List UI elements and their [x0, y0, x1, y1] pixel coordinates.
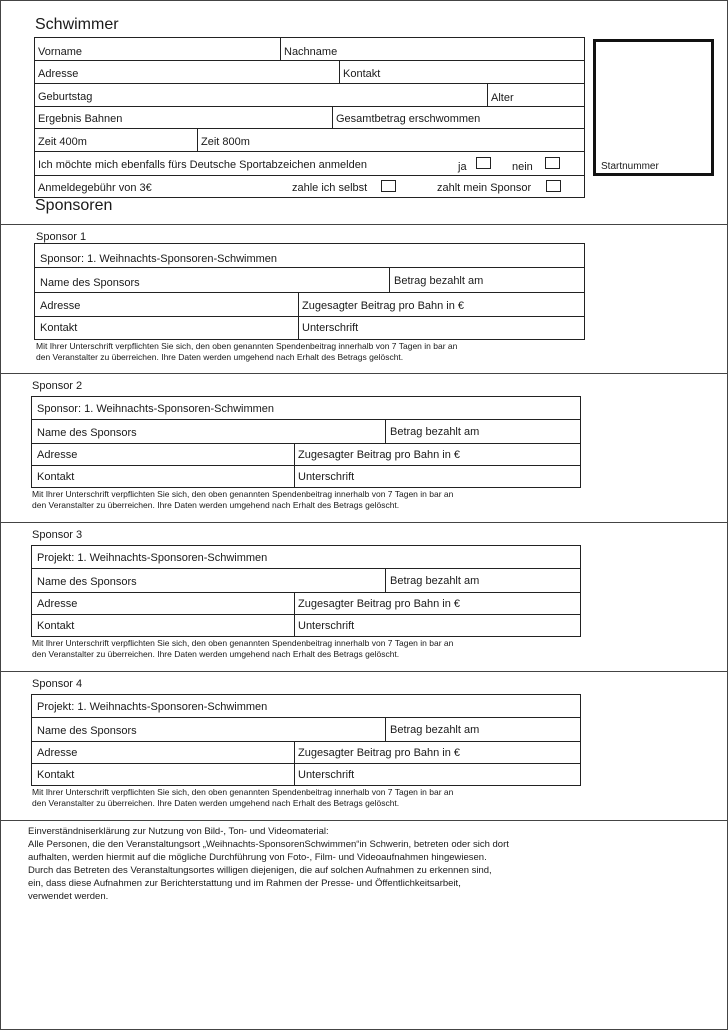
pledge-per-lane-field[interactable]: Zugesagter Beitrag pro Bahn in € [298, 449, 461, 461]
sponsor-project: Projekt: 1. Weihnachts-Sponsoren-Schwimmen [37, 552, 268, 564]
signature-field[interactable]: Unterschrift [298, 620, 355, 632]
sponsor-disclaimer: Mit Ihrer Unterschrift verpflichten Sie sich, den oben genannten Spendenbeitrag innerhalb von 7 Tagen in bar an den Veranstalter zu überreichen. Ihre Daten werden umgehend nach Erhalt des Betrags gelöscht. [32, 638, 454, 659]
sponsor-section [0, 224, 728, 373]
sponsor-name-field[interactable]: Name des Sponsors [40, 277, 140, 289]
sponsor-address-field[interactable]: Adresse [40, 300, 81, 312]
sponsor-disclaimer: Mit Ihrer Unterschrift verpflichten Sie sich, den oben genannten Spendenbeitrag innerhalb von 7 Tagen in bar an den Veranstalter zu überreichen. Ihre Daten werden umgehend nach Erhalt des Betrags gelöscht. [36, 341, 458, 362]
consent-text: Einverständniserklärung zur Nutzung von Bild-, Ton- und Videomaterial: Alle Personen, die den Veranstaltungsort „Weihnachts-SponsorenSchwimmen“in Schwerin, betreten oder sich dort aufhalten, werden hiermit auf die mögliche Durchführung von Foto-, Film- und Videoaufnahmen hingewiesen. Durch das Betreten des Veranstaltungsortes willigen diejenigen, die auf solchen Aufnahmen zu erkennen sind, ein, dass diese Aufnahmen zur Berichterstattung und im Rahmen der Presse- und Öffentlichkeitsarbeit, verwendet werden. [28, 825, 588, 903]
sport-badge-label: Ich möchte mich ebenfalls fürs Deutsche Sportabzeichen anmelden [38, 159, 367, 171]
swimmer-form [34, 37, 585, 198]
first-name-field[interactable]: Vorname [38, 46, 83, 58]
registration-fee-label: Anmeldegebühr von 3€ [38, 182, 152, 194]
sponsor-contact-field[interactable]: Kontakt [37, 620, 75, 632]
sponsors-heading: Sponsoren [35, 197, 113, 214]
sponsor-address-field[interactable]: Adresse [37, 747, 78, 759]
start-number-box[interactable] [593, 39, 714, 176]
pledge-per-lane-field[interactable]: Zugesagter Beitrag pro Bahn in € [298, 747, 461, 759]
sponsor-section [0, 522, 728, 671]
sponsor-title: Sponsor 4 [32, 678, 83, 690]
time-800m-field[interactable]: Zeit 800m [201, 136, 250, 148]
sponsor-project: Sponsor: 1. Weihnachts-Sponsoren-Schwimmen [40, 253, 278, 265]
no-label: nein [512, 161, 533, 173]
sponsor-address-field[interactable]: Adresse [37, 598, 78, 610]
lanes-result-field[interactable]: Ergebnis Bahnen [38, 113, 123, 125]
signature-field[interactable]: Unterschrift [298, 471, 355, 483]
pay-self-checkbox[interactable] [381, 180, 396, 192]
sponsor-section [0, 373, 728, 522]
pledge-per-lane-field[interactable]: Zugesagter Beitrag pro Bahn in € [302, 300, 465, 312]
sponsor-form [34, 243, 585, 340]
sponsor-form [31, 545, 581, 637]
sponsor-contact-field[interactable]: Kontakt [37, 769, 75, 781]
no-checkbox[interactable] [545, 157, 560, 169]
section-divider [0, 820, 728, 821]
pledge-per-lane-field[interactable]: Zugesagter Beitrag pro Bahn in € [298, 598, 461, 610]
yes-checkbox[interactable] [476, 157, 491, 169]
sponsor-title: Sponsor 2 [32, 380, 83, 392]
sponsor-contact-field[interactable]: Kontakt [37, 471, 75, 483]
sponsor-project: Sponsor: 1. Weihnachts-Sponsoren-Schwimmen [37, 403, 275, 415]
sponsor-title: Sponsor 1 [36, 231, 87, 243]
sponsor-disclaimer: Mit Ihrer Unterschrift verpflichten Sie sich, den oben genannten Spendenbeitrag innerhalb von 7 Tagen in bar an den Veranstalter zu überreichen. Ihre Daten werden umgehend nach Erhalt des Betrags gelöscht. [32, 489, 454, 510]
sponsor-section [0, 671, 728, 820]
sponsor-pays-checkbox[interactable] [546, 180, 561, 192]
sponsor-name-field[interactable]: Name des Sponsors [37, 427, 137, 439]
birthday-field[interactable]: Geburtstag [38, 91, 93, 103]
consent-heading: Einverständniserklärung zur Nutzung von Bild-, Ton- und Videomaterial: [28, 826, 329, 837]
sponsor-name-field[interactable]: Name des Sponsors [37, 576, 137, 588]
sponsor-form [31, 396, 581, 488]
amount-paid-field[interactable]: Betrag bezahlt am [390, 575, 480, 587]
start-number-label: Startnummer [601, 161, 659, 172]
sponsor-form [31, 694, 581, 786]
amount-paid-field[interactable]: Betrag bezahlt am [390, 426, 480, 438]
sponsor-name-field[interactable]: Name des Sponsors [37, 725, 137, 737]
yes-label: ja [458, 161, 467, 173]
pay-self-label: zahle ich selbst [292, 182, 368, 194]
sponsor-contact-field[interactable]: Kontakt [40, 322, 78, 334]
last-name-field[interactable]: Nachname [284, 46, 338, 58]
sponsor-disclaimer: Mit Ihrer Unterschrift verpflichten Sie sich, den oben genannten Spendenbeitrag innerhalb von 7 Tagen in bar an den Veranstalter zu überreichen. Ihre Daten werden umgehend nach Erhalt des Betrags gelöscht. [32, 787, 454, 808]
age-field[interactable]: Alter [491, 92, 514, 104]
amount-paid-field[interactable]: Betrag bezahlt am [394, 275, 484, 287]
amount-paid-field[interactable]: Betrag bezahlt am [390, 724, 480, 736]
contact-field[interactable]: Kontakt [343, 68, 381, 80]
time-400m-field[interactable]: Zeit 400m [38, 136, 87, 148]
sponsor-project: Projekt: 1. Weihnachts-Sponsoren-Schwimmen [37, 701, 268, 713]
sponsor-title: Sponsor 3 [32, 529, 83, 541]
total-amount-field[interactable]: Gesamtbetrag erschwommen [336, 113, 481, 125]
address-field[interactable]: Adresse [38, 68, 79, 80]
signature-field[interactable]: Unterschrift [302, 322, 359, 334]
swimmer-heading: Schwimmer [35, 16, 119, 33]
signature-field[interactable]: Unterschrift [298, 769, 355, 781]
sponsor-address-field[interactable]: Adresse [37, 449, 78, 461]
sponsor-pays-label: zahlt mein Sponsor [437, 182, 532, 194]
